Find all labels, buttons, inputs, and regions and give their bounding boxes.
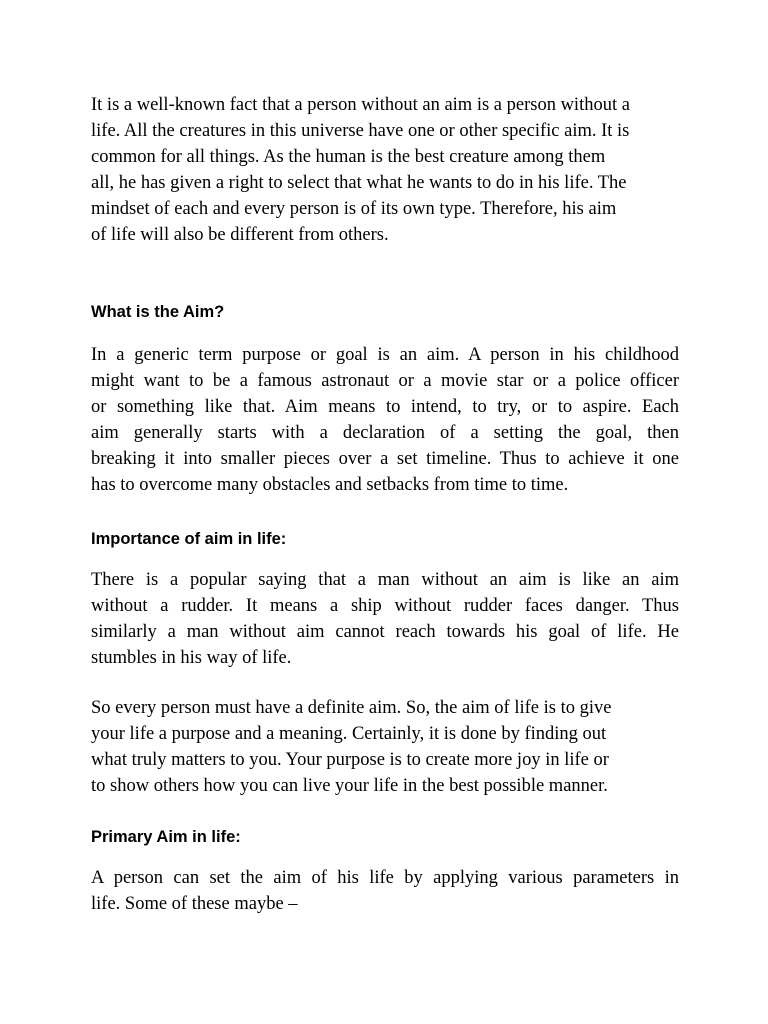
text-line: might want to be a famous astronaut or a movie star or a police officer	[91, 371, 679, 391]
text-line: So every person must have a definite aim. So, the aim of life is to give	[91, 698, 612, 718]
text-line: stumbles in his way of life.	[91, 648, 292, 668]
importance-paragraph-2	[91, 695, 679, 799]
text-line: mindset of each and every person is of its own type. Therefore, his aim	[91, 199, 617, 219]
text-line: aim generally starts with a declaration of a setting the goal, then	[91, 423, 679, 443]
text-line: life. Some of these maybe –	[91, 894, 298, 914]
text-line: without a rudder. It means a ship without rudder faces danger. Thus	[91, 596, 679, 616]
text-line: In a generic term purpose or goal is an aim. A person in his childhood	[91, 345, 679, 365]
text-line: has to overcome many obstacles and setbacks from time to time.	[91, 475, 569, 495]
text-line: A person can set the aim of his life by applying various parameters in	[91, 868, 679, 888]
text-line: your life a purpose and a meaning. Certainly, it is done by finding out	[91, 724, 607, 744]
intro-paragraph	[91, 92, 679, 248]
text-line: It is a well-known fact that a person without an aim is a person without a	[91, 95, 630, 115]
heading-importance: Importance of aim in life:	[91, 530, 287, 548]
text-line: to show others how you can live your life in the best possible manner.	[91, 776, 608, 796]
importance-paragraph-1	[91, 567, 679, 671]
text-line: life. All the creatures in this universe have one or other specific aim. It is	[91, 121, 630, 141]
primary-aim-paragraph	[91, 865, 679, 917]
text-line: all, he has given a right to select that what he wants to do in his life. The	[91, 173, 627, 193]
text-line: common for all things. As the human is the best creature among them	[91, 147, 606, 167]
heading-what-is-aim: What is the Aim?	[91, 303, 225, 321]
text-line: similarly a man without aim cannot reach towards his goal of life. He	[91, 622, 679, 642]
text-line: breaking it into smaller pieces over a set timeline. Thus to achieve it one	[91, 449, 679, 469]
document-body	[91, 92, 679, 917]
text-line: There is a popular saying that a man without an aim is like an aim	[91, 570, 679, 590]
text-line: of life will also be different from others.	[91, 225, 389, 245]
heading-primary-aim: Primary Aim in life:	[91, 828, 241, 846]
text-line: what truly matters to you. Your purpose is to create more joy in life or	[91, 750, 609, 770]
what-is-aim-paragraph	[91, 342, 679, 498]
text-line: or something like that. Aim means to intend, to try, or to aspire. Each	[91, 397, 679, 417]
